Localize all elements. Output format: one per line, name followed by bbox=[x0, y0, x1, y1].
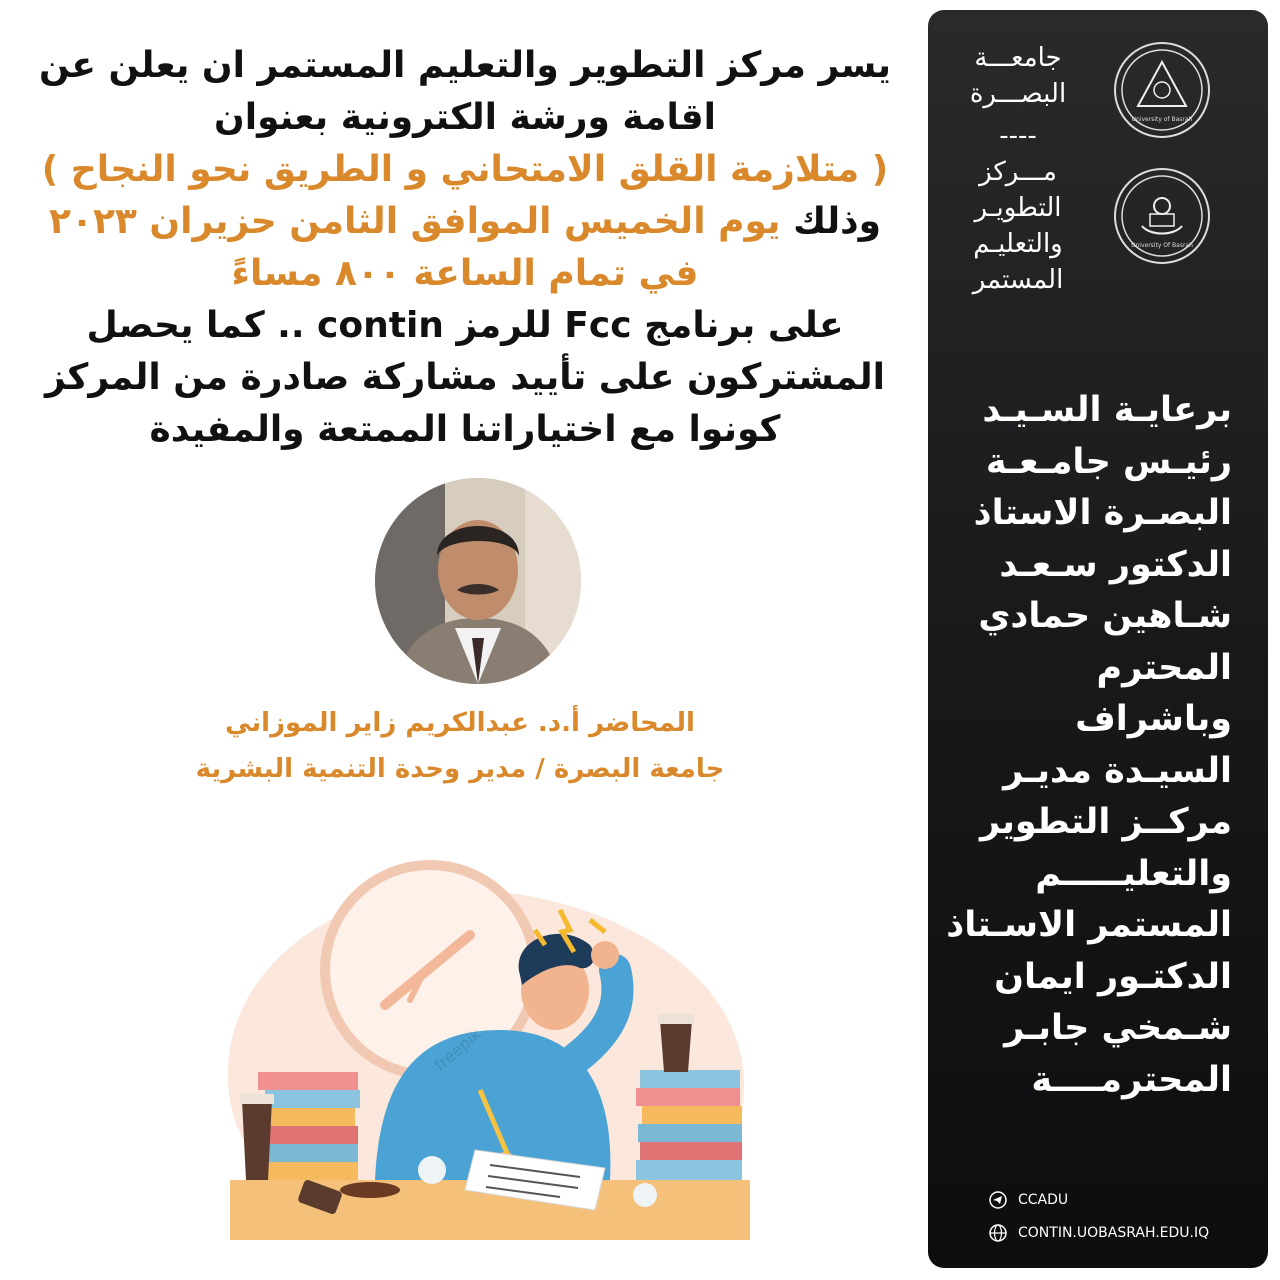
workshop-time: في تمام الساعة ٨٠٠ مساءً bbox=[231, 253, 699, 294]
center-seal bbox=[1114, 168, 1210, 264]
patron-line: مركــز التطوير bbox=[979, 802, 1232, 842]
announcement-line-2: اقامة ورشة الكترونية بعنوان bbox=[214, 97, 716, 138]
patronage-text bbox=[932, 385, 1232, 1106]
patron-line: شـمخي جابـر bbox=[1004, 1008, 1232, 1048]
university-name-line1: جامعـــة bbox=[974, 43, 1062, 73]
center-name-line1: مـــركز bbox=[979, 157, 1057, 187]
announcement-line-1: يسر مركز التطوير والتعليم المستمر ان يعلن عن bbox=[38, 45, 892, 86]
center-name-line3: والتعليـم bbox=[973, 229, 1063, 259]
patron-line: برعايـة السـيـد bbox=[982, 390, 1232, 430]
telegram-contact[interactable] bbox=[988, 1185, 1068, 1215]
seal2-caption: University Of Basrah bbox=[1131, 242, 1193, 249]
website-contact[interactable] bbox=[988, 1218, 1209, 1248]
patron-line: المستمر الاسـتاذ bbox=[946, 905, 1232, 945]
stressed-student-illustration bbox=[210, 850, 770, 1240]
center-name-line4: المستمر bbox=[972, 265, 1064, 295]
lecturer-info bbox=[100, 700, 820, 792]
patron-line: الدكتـور ايمان bbox=[994, 956, 1232, 997]
announcement-line-6: على برنامج Fcc للرمز contin .. كما يحصل bbox=[86, 305, 844, 346]
patron-line: رئيـس جامـعـة bbox=[985, 441, 1232, 482]
university-name-line2: البصـــرة bbox=[969, 79, 1067, 109]
patron-line: شـاهين حمادي bbox=[978, 596, 1232, 636]
telegram-icon bbox=[988, 1190, 1008, 1210]
lecturer-affiliation: جامعة البصرة / مدير وحدة التنمية البشرية bbox=[195, 754, 725, 784]
sidebar-org-text bbox=[948, 40, 1088, 298]
illustration-watermark: freepik bbox=[430, 1024, 486, 1075]
workshop-date: يوم الخميس الموافق الثامن حزيران ٢٠٢٣ bbox=[49, 201, 781, 242]
announcement-line-8: كونوا مع اختياراتنا الممتعة والمفيدة bbox=[149, 409, 781, 450]
patron-line: المحترمــــة bbox=[1031, 1059, 1232, 1100]
patron-line: المحترم وباشراف bbox=[1075, 647, 1232, 739]
lecturer-photo bbox=[375, 478, 581, 684]
org-divider: ---- bbox=[999, 121, 1037, 151]
workshop-title: ( متلازمة القلق الامتحاني و الطريق نحو النجاح ) bbox=[41, 149, 889, 190]
patron-line: الدكتور سـعـد bbox=[999, 544, 1232, 585]
patron-line: والتعليـــــم bbox=[1035, 853, 1232, 894]
announcement-line-date bbox=[30, 196, 900, 248]
sidebar-panel bbox=[928, 10, 1268, 1268]
seal1-caption: University of Basrah bbox=[1131, 116, 1193, 123]
website-url: CONTIN.UOBASRAH.EDU.IQ bbox=[1018, 1225, 1210, 1241]
telegram-handle: CCADU bbox=[1018, 1192, 1069, 1208]
patron-line: البصـرة الاستاذ bbox=[973, 493, 1232, 533]
university-seal bbox=[1114, 42, 1210, 138]
announcement-block bbox=[30, 40, 900, 456]
center-name-line2: التطويـر bbox=[974, 193, 1062, 223]
exam-stress-illustration-icon bbox=[210, 850, 770, 1240]
lecturer-name: المحاضر أ.د. عبدالكريم زاير الموزاني bbox=[225, 708, 695, 738]
announcement-line-7: المشتركون على تأييد مشاركة صادرة من المركز bbox=[45, 357, 885, 398]
patron-line: السيـدة مديـر bbox=[1003, 750, 1232, 791]
globe-icon bbox=[988, 1223, 1008, 1243]
date-prefix: وذلك bbox=[793, 201, 881, 242]
lecturer-portrait-icon bbox=[375, 478, 581, 684]
